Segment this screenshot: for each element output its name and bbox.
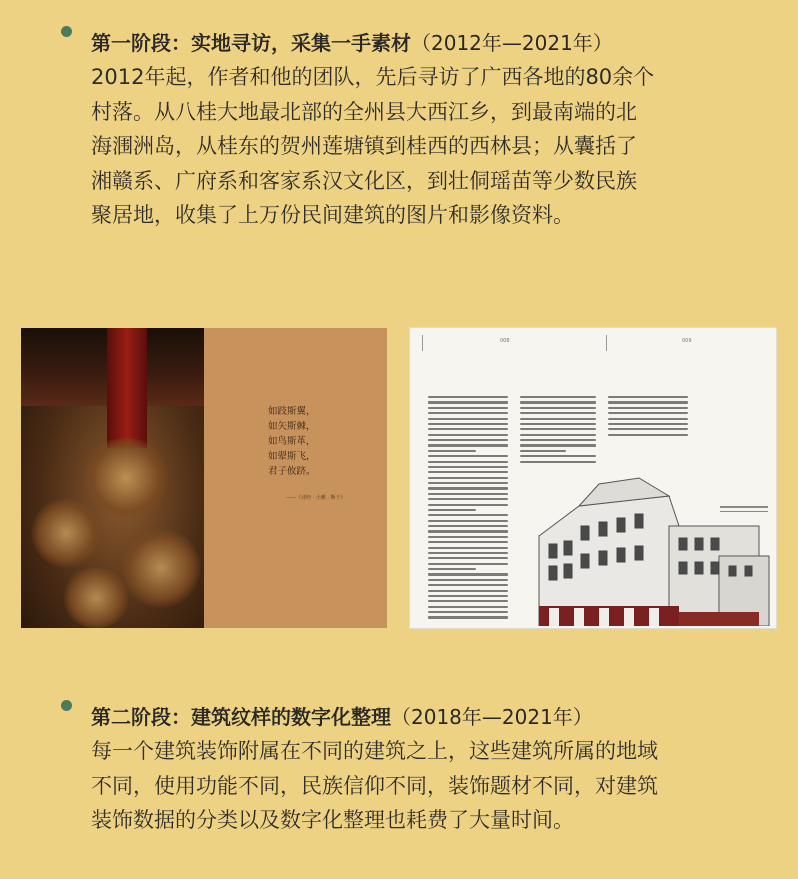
text-line bbox=[428, 547, 508, 549]
text-line bbox=[428, 520, 508, 522]
text-line bbox=[520, 455, 596, 457]
book-spread bbox=[410, 328, 776, 628]
section1-line: 湘赣系、广府系和客家系汉文化区，到壮侗瑶苗等少数民族 bbox=[91, 168, 637, 193]
text-line bbox=[520, 423, 596, 425]
text-line bbox=[428, 493, 508, 495]
text-line bbox=[428, 498, 508, 500]
carving-ornament bbox=[121, 528, 201, 608]
text-line bbox=[428, 514, 508, 516]
text-line bbox=[428, 504, 508, 506]
text-line bbox=[428, 444, 508, 446]
text-line bbox=[428, 477, 508, 479]
text-line bbox=[428, 606, 508, 608]
poem-line: 君子攸跻。 bbox=[268, 466, 316, 477]
text-line bbox=[608, 423, 688, 425]
text-line bbox=[520, 407, 596, 409]
text-line bbox=[520, 418, 596, 420]
text-line bbox=[428, 487, 508, 489]
section2-heading bbox=[91, 700, 798, 734]
text-line bbox=[520, 439, 596, 441]
text-line bbox=[428, 557, 508, 559]
carving-ornament bbox=[31, 498, 101, 568]
text-line bbox=[428, 595, 508, 597]
text-line bbox=[428, 584, 508, 586]
section1-heading bbox=[91, 26, 798, 60]
text-line bbox=[428, 396, 508, 398]
carved-beam-photo bbox=[21, 328, 204, 628]
text-line bbox=[428, 509, 476, 511]
text-line bbox=[608, 418, 688, 420]
text-line bbox=[428, 471, 508, 473]
poem-text bbox=[268, 404, 316, 479]
section1-heading-period: （2012年—2021年） bbox=[411, 31, 613, 55]
text-line bbox=[520, 428, 596, 430]
text-line bbox=[428, 530, 508, 532]
text-line bbox=[428, 552, 508, 554]
text-column bbox=[608, 396, 688, 436]
text-line bbox=[428, 466, 508, 468]
text-line bbox=[608, 434, 688, 436]
carving-ornament bbox=[81, 438, 171, 518]
text-line bbox=[428, 428, 508, 430]
right-page-number: 009 bbox=[682, 338, 692, 344]
section2 bbox=[0, 700, 798, 838]
text-line bbox=[608, 396, 688, 398]
page-header-mark bbox=[422, 335, 433, 351]
poem-line: 如翚斯飞， bbox=[268, 451, 316, 462]
text-line bbox=[428, 616, 508, 618]
section1 bbox=[0, 26, 798, 233]
text-line bbox=[520, 444, 596, 446]
poem-line: 如鸟斯革， bbox=[268, 436, 316, 447]
arcade-building-photo bbox=[519, 466, 775, 626]
text-line bbox=[428, 568, 476, 570]
text-line bbox=[520, 434, 596, 436]
text-line bbox=[520, 401, 596, 403]
text-column bbox=[428, 396, 508, 619]
text-line bbox=[428, 455, 508, 457]
text-line bbox=[428, 412, 508, 414]
section1-line: 聚居地，收集了上万份民间建筑的图片和影像资料。 bbox=[91, 203, 574, 227]
section1-line: 2012年起，作者和他的团队，先后寻访了广西各地的80余个 bbox=[91, 65, 655, 89]
red-column bbox=[107, 328, 147, 448]
text-line bbox=[428, 590, 508, 592]
text-line bbox=[428, 611, 508, 613]
text-line bbox=[428, 423, 508, 425]
section2-heading-main: 第二阶段：建筑纹样的数字化整理 bbox=[91, 705, 391, 729]
section2-line: 不同，使用功能不同，民族信仰不同，装饰题材不同，对建筑 bbox=[91, 773, 658, 798]
carving-ornament bbox=[61, 568, 131, 628]
text-line bbox=[428, 563, 508, 565]
poem-line: 如矢斯棘， bbox=[268, 421, 316, 432]
section2-line: 装饰数据的分类以及数字化整理也耗费了大量时间。 bbox=[91, 808, 574, 832]
poem-source: ——《诗经 · 小雅 · 斯干》 bbox=[286, 495, 346, 501]
text-line bbox=[608, 412, 688, 414]
poem-line: 如跂斯翼， bbox=[268, 406, 316, 417]
text-line bbox=[428, 401, 508, 403]
text-column bbox=[520, 396, 596, 466]
section1-body bbox=[91, 60, 751, 233]
text-line bbox=[428, 525, 508, 527]
text-line bbox=[520, 412, 596, 414]
section1-heading-main: 第一阶段：实地寻访，采集一手素材 bbox=[91, 31, 411, 55]
text-line bbox=[428, 579, 508, 581]
text-line bbox=[608, 401, 688, 403]
text-line bbox=[428, 573, 508, 575]
text-line bbox=[608, 407, 688, 409]
text-line bbox=[428, 450, 476, 452]
text-line bbox=[428, 461, 508, 463]
page-header-mark bbox=[606, 335, 617, 351]
section2-line: 每一个建筑装饰附属在不同的建筑之上，这些建筑所属的地域 bbox=[91, 739, 658, 763]
text-line bbox=[428, 600, 508, 602]
text-line bbox=[428, 541, 508, 543]
text-line bbox=[428, 536, 508, 538]
text-line bbox=[520, 450, 566, 452]
text-line bbox=[428, 434, 508, 436]
section1-line: 海涠洲岛，从桂东的贺州莲塘镇到桂西的西林县；从囊括了 bbox=[91, 134, 637, 158]
section1-line: 村落。从八桂大地最北部的全州县大西江乡，到最南端的北 bbox=[91, 99, 637, 124]
text-line bbox=[608, 428, 688, 430]
text-line bbox=[428, 482, 508, 484]
text-line bbox=[428, 407, 508, 409]
text-line bbox=[520, 461, 596, 463]
left-page-number: 008 bbox=[500, 338, 510, 344]
section2-heading-period: （2018年—2021年） bbox=[391, 705, 593, 729]
section2-body bbox=[91, 734, 751, 838]
text-line bbox=[520, 396, 596, 398]
text-line bbox=[428, 418, 508, 420]
text-line bbox=[428, 439, 508, 441]
